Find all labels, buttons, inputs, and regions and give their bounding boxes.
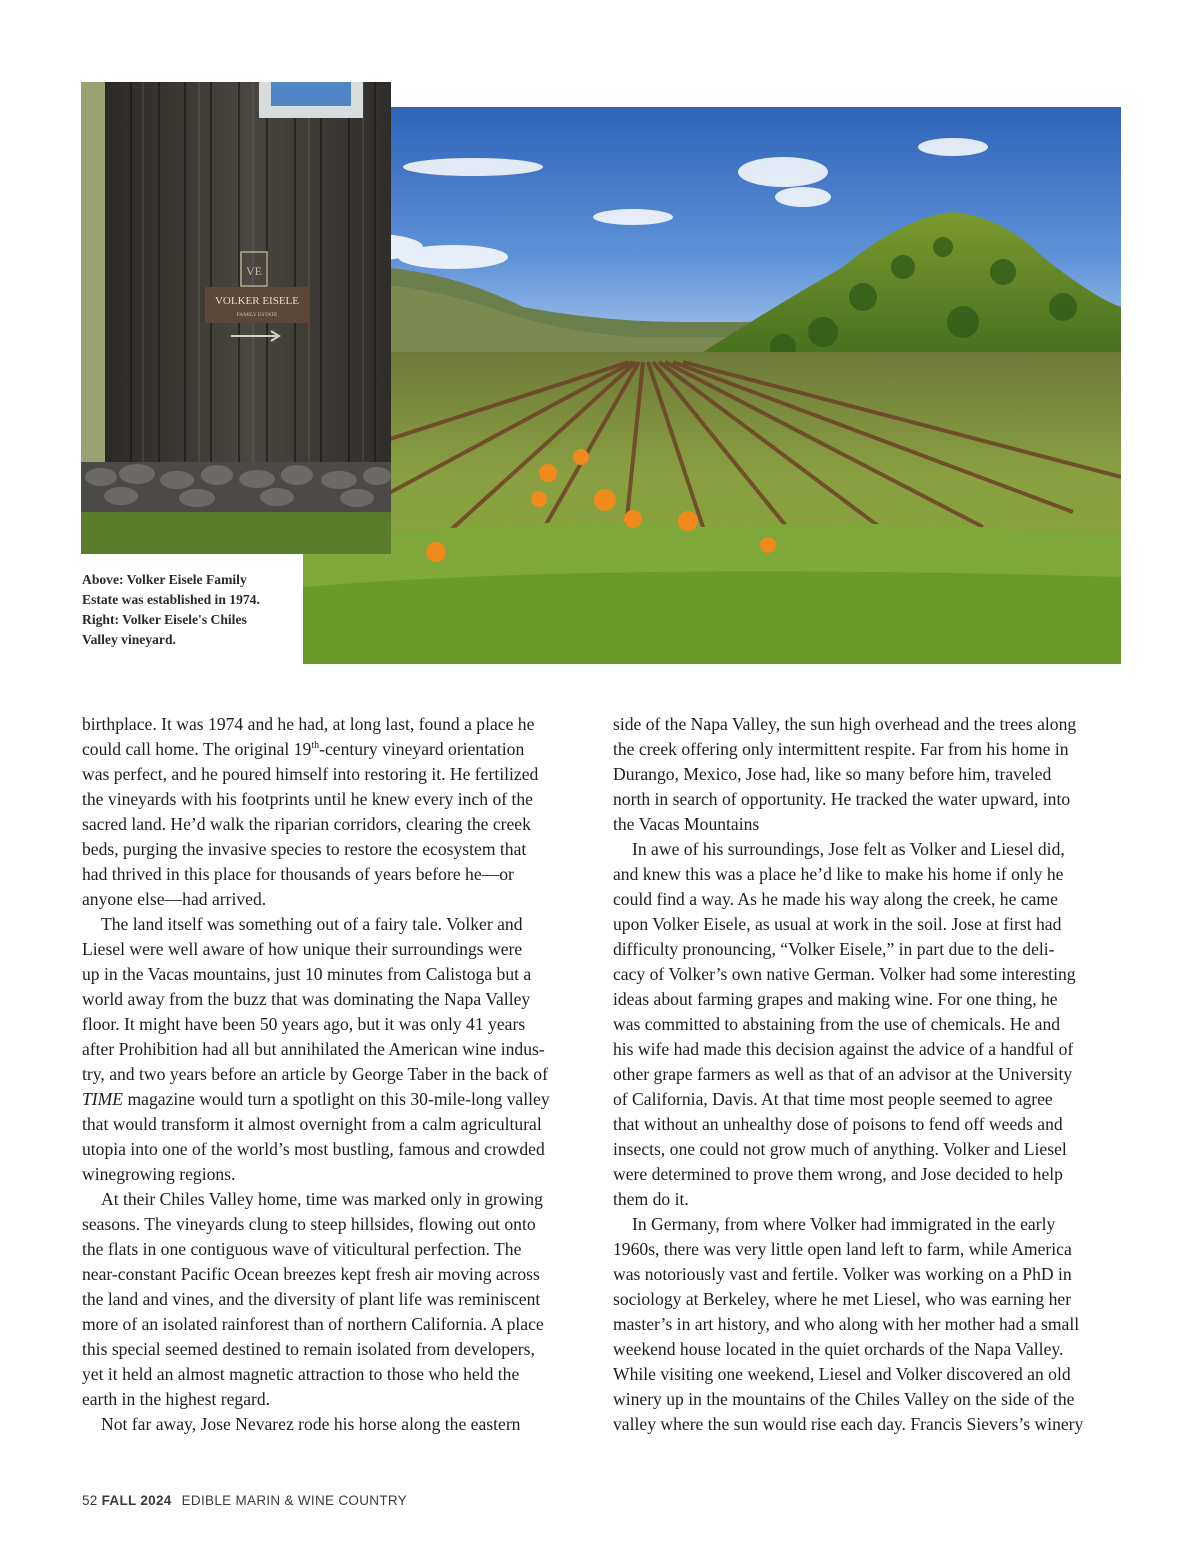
svg-text:VE: VE <box>246 264 262 278</box>
publication-name: EDIBLE MARIN & WINE COUNTRY <box>181 1493 407 1508</box>
vineyard-landscape-icon <box>303 107 1121 664</box>
paragraph: birthplace. It was 1974 and he had, at long last, found a place he could call home. The original 19th-century vineyard orientation was perfect, and he poured himself into restoring it. He fertilized the vineyards with his footprints until he knew every inch of the sacred land. He’d walk the riparian corridors, clearing the creek beds, purging the invasive species to restore the ecosystem that had thrived in this place for thousands of years before he—or anyone else—had arrived. <box>82 714 539 909</box>
photo-caption: Above: Volker Eisele Family Estate was established in 1974. Right: Volker Eisele's Chiles Valley vineyard. <box>82 572 260 647</box>
barn-photo <box>81 82 391 554</box>
svg-text:FAMILY ESTATE: FAMILY ESTATE <box>236 312 278 318</box>
page-footer <box>82 1493 407 1508</box>
paragraph: Not far away, Jose Nevarez rode his horse along the eastern <box>101 1414 521 1434</box>
vineyard-photo <box>303 107 1121 664</box>
right-text-column <box>613 712 1123 1437</box>
issue-label: FALL 2024 <box>101 1493 172 1508</box>
paragraph: At their Chiles Valley home, time was marked only in growing seasons. The vineyards clung to steep hillsides, flowing out onto the flats in one contiguous wave of viticultural perfection. The near-constant Pacific Ocean breezes kept fresh air moving across the land and vines, and the diversity of plant life was reminiscent more of an isolated rainforest than of northern California. A place this special seemed destined to remain isolated from developers, yet it held an almost magnetic attraction to those who held the earth in the highest regard. <box>82 1189 544 1409</box>
barn-sign-icon <box>81 82 391 554</box>
paragraph: The land itself was something out of a fairy tale. Volker and Liesel were well aware of how unique their surroundings were up in the Vacas mountains, just 10 minutes from Calistoga but a world away from the buzz that was dominating the Napa Valley floor. It might have been 50 years ago, but it was only 41 years after Prohibition had all but annihilated the American wine indus- try, and two years before an article by George Taber in the back of TIME magazine would turn a spotlight on this 30-mile-long valley that would transform it almost overnight from a calm agricultural utopia into one of the world’s most bustling, famous and crowded winegrowing regions. <box>82 914 550 1184</box>
svg-text:VOLKER EISELE: VOLKER EISELE <box>214 295 300 307</box>
paragraph: In Germany, from where Volker had immigrated in the early 1960s, there was very little open land left to farm, while America was notoriously vast and fertile. Volker was working on a PhD in sociology at Berkeley, where he met Liesel, who was earning her master’s in art history, and who along with her mother had a small weekend house located in the quiet orchards of the Napa Valley. While visiting one weekend, Liesel and Volker discovered an old winery up in the mountains of the Chiles Valley on the side of the valley where the sun would rise each day. Francis Sievers’s winery <box>613 1214 1084 1434</box>
page-number: 52 <box>82 1493 98 1508</box>
paragraph: side of the Napa Valley, the sun high overhead and the trees along the creek offering only intermittent respite. Far from his home in Durango, Mexico, Jose had, like so many before him, traveled north in search of opportunity. He tracked the water upward, into the Vacas Mountains <box>613 714 1077 834</box>
paragraph: In awe of his surroundings, Jose felt as Volker and Liesel did, and knew this was a place he’d like to make his home if only he could find a way. As he made his way along the creek, he came upon Volker Eisele, as usual at work in the soil. Jose at first had difficulty pronouncing, “Volker Eisele,” in part due to the deli- cacy of Volker’s own native German. Volker had some interesting ideas about farming grapes and making wine. For one thing, he was committed to abstaining from the use of chemicals. He and his wife had made this decision against the advice of a handful of other grape farmers as well as that of an advisor at the University of California, Davis. At that time most people seemed to agree that without an unhealthy dose of poisons to fend off weeds and insects, one could not grow much of anything. Volker and Liesel were determined to prove them wrong, and Jose decided to help them do it. <box>613 839 1076 1209</box>
left-text-column <box>82 712 602 1437</box>
